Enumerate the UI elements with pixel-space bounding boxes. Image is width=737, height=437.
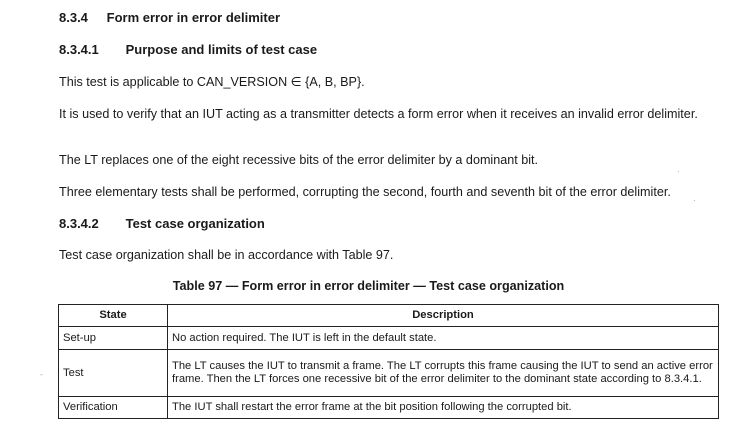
subsection-number: 8.3.4.2 bbox=[59, 216, 99, 231]
test-case-organization-table bbox=[58, 304, 719, 419]
section-heading bbox=[59, 10, 280, 25]
subsection-title: Purpose and limits of test case bbox=[125, 42, 318, 57]
subsection-number: 8.3.4.1 bbox=[59, 42, 99, 57]
description-cell: The IUT shall restart the error frame at the bit position following the corrupted bit. bbox=[168, 397, 719, 419]
state-cell: Verification bbox=[59, 397, 168, 419]
section-number: 8.3.4 bbox=[59, 10, 88, 25]
header-description: Description bbox=[168, 305, 719, 327]
state-cell: Set-up bbox=[59, 327, 168, 350]
table-row bbox=[59, 350, 719, 397]
section-title: Form error in error delimiter bbox=[106, 10, 281, 25]
state-cell: Test bbox=[59, 350, 168, 397]
description-cell: The LT causes the IUT to transmit a frame. The LT corrupts this frame causing the IUT to send an active error frame. Then the LT forces one recessive bit of the error delimiter to the dominant state according to 8.3.4.1. bbox=[168, 350, 719, 397]
description-cell: No action required. The IUT is left in the default state. bbox=[168, 327, 719, 350]
paragraph-organization: Test case organization shall be in accordance with Table 97. bbox=[59, 248, 394, 262]
scan-speck: · bbox=[693, 196, 696, 205]
table-header-row bbox=[59, 305, 719, 327]
subsection-heading-purpose bbox=[59, 42, 317, 57]
paragraph-replacement: The LT replaces one of the eight recessive bits of the error delimiter by a dominant bit. bbox=[59, 153, 539, 167]
paragraph-elementary-tests: Three elementary tests shall be performed, corrupting the second, fourth and seventh bit of the error delimiter. bbox=[59, 185, 671, 199]
table-caption: Table 97 — Form error in error delimiter — Test case organization bbox=[172, 279, 565, 293]
header-state: State bbox=[59, 305, 168, 327]
table-row bbox=[59, 397, 719, 419]
subsection-heading-organization bbox=[59, 216, 265, 231]
paragraph-applicability: This test is applicable to CAN_VERSION ∈ {A, B, BP}. bbox=[59, 75, 365, 89]
table-row bbox=[59, 327, 719, 350]
scan-speck: · bbox=[677, 167, 680, 176]
scan-speck: - bbox=[40, 370, 43, 379]
paragraph-purpose: It is used to verify that an IUT acting as a transmitter detects a form error when it receives an invalid error delimiter. bbox=[59, 107, 698, 121]
subsection-title: Test case organization bbox=[125, 216, 265, 231]
